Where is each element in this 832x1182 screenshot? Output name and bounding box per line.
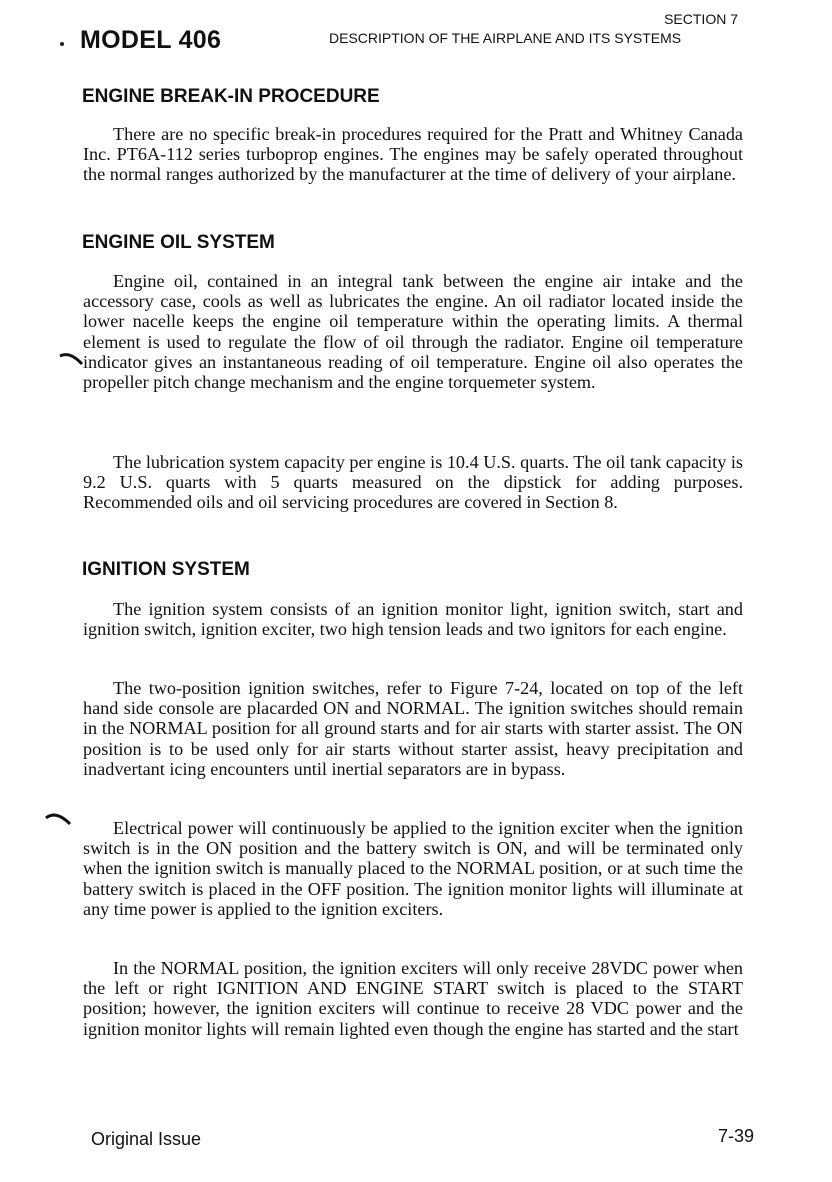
paragraph-ignition-1: The ignition system consists of an ignition monitor light, ignition switch, start and ignition switch, ignition exciter, two high tension leads and two ignitors for each engine.: [83, 599, 743, 640]
margin-dot: [60, 42, 64, 46]
change-bar-mark-1: [58, 350, 84, 366]
heading-break-in: ENGINE BREAK-IN PROCEDURE: [82, 86, 380, 107]
model-title: MODEL 406: [80, 26, 222, 54]
paragraph-ignition-2: The two-position ignition switches, refer to Figure 7-24, located on top of the left hand side console are placarded ON and NORMAL. The ignition switches should remain in the NORMAL position for all ground starts and for air starts with starter assist. The ON position is to be used only for air starts without starter assist, heavy precipitation and inadvertant icing encounters until inertial separators are in bypass.: [83, 678, 743, 779]
section-label: SECTION 7: [664, 11, 738, 27]
paragraph-ignition-4: In the NORMAL position, the ignition exciters will only receive 28VDC power when the left or right IGNITION AND ENGINE START switch is placed to the START position; however, the ignition exciters will continue to receive 28 VDC power and the ignition monitor lights will remain lighted even though the engine has started and the start: [83, 958, 743, 1039]
page-number: 7-39: [717, 1126, 754, 1146]
heading-oil-system: ENGINE OIL SYSTEM: [82, 232, 275, 253]
paragraph-oil-1: Engine oil, contained in an integral tank between the engine air intake and the accessory case, cools as well as lubricates the engine. An oil radiator located inside the lower nacelle keeps the engine oil temperature within the operating limits. A thermal element is used to regulate the flow of oil through the radiator. Engine oil temperature indicator gives an instantaneous reading of oil temperature. Engine oil also operates the propeller pitch change mechanism and the engine torquemeter system.: [83, 271, 743, 393]
paragraph-ignition-3: Electrical power will continuously be applied to the ignition exciter when the ignition switch is in the ON position and the battery switch is ON, and will be terminated only when the ignition switch is manually placed to the NORMAL position, or at such time the battery switch is placed in the OFF position. The ignition monitor lights will illuminate at any time power is applied to the ignition exciters.: [83, 818, 743, 919]
paragraph-break-in: There are no specific break-in procedures required for the Pratt and Whitney Canada Inc. PT6A-112 series turboprop engines. The engines may be safely operated throughout the normal ranges authorized by the manufacturer at the time of delivery of your airplane.: [83, 124, 743, 185]
heading-ignition-system: IGNITION SYSTEM: [82, 559, 250, 580]
paragraph-oil-2: The lubrication system capacity per engine is 10.4 U.S. quarts. The oil tank capacity is 9.2 U.S. quarts with 5 quarts measured on the dipstick for adding purposes. Recommended oils and oil servicing procedures are covered in Section 8.: [83, 452, 743, 513]
section-description: DESCRIPTION OF THE AIRPLANE AND ITS SYSTEMS: [329, 30, 682, 46]
change-bar-mark-2: [44, 808, 74, 828]
footer-issue: Original Issue: [91, 1129, 202, 1149]
